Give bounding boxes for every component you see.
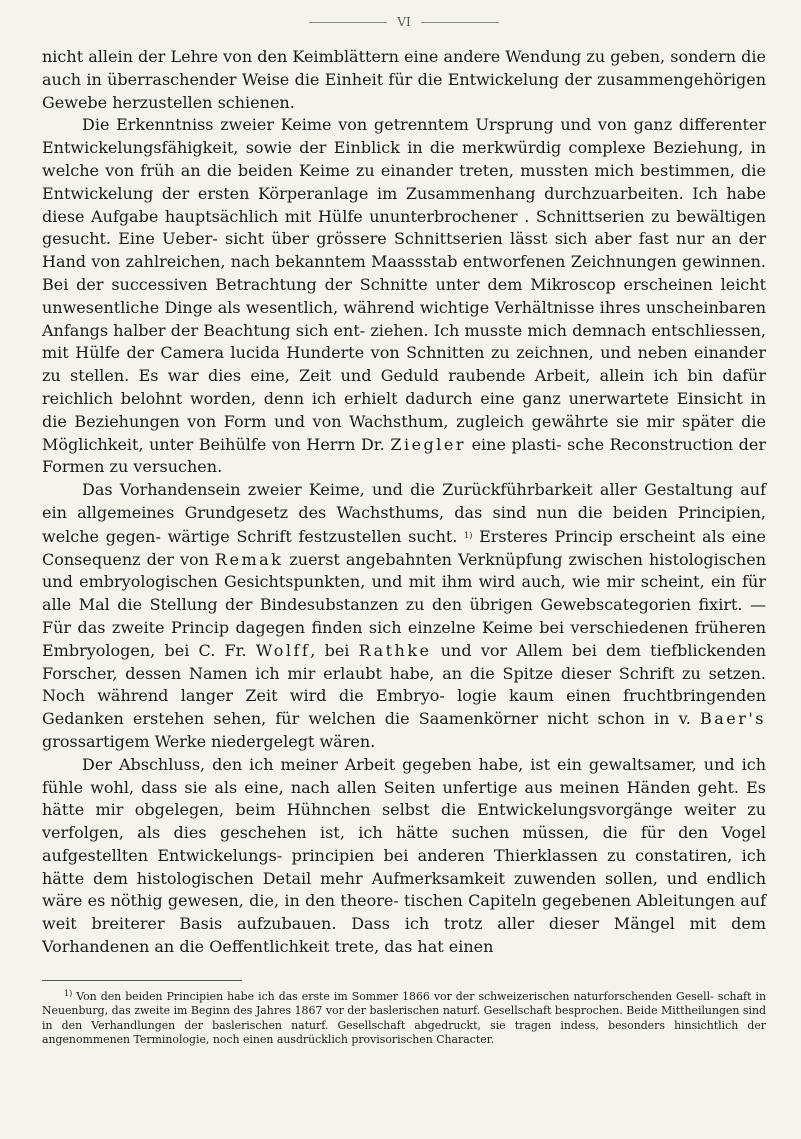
book-page [42, 0, 766, 1048]
page-number: VI [397, 15, 411, 29]
name-ziegler: Ziegler [390, 434, 467, 454]
footnote-text: Von den beiden Principien habe ich das erste im Sommer 1866 vor der schweizerischen naturforschenden Gesell- schaft in Neuenburg, das zweite im Beginn des Jahres 1867 vor der baslerischen naturf. Gesellschaft besprochen. Beide Mittheilungen sind in den Verhandlungen der baslerischen naturf. Gesellschaft abgedruckt, sie tragen indess, besonders hinsichtlich der angenommenen Terminologie, noch einen ausdrücklich provisorischen Character. [42, 989, 766, 1047]
name-rathke: Rathke [358, 640, 432, 660]
paragraph-3-text-b: Ersteres Princip erscheint als eine Consequenz der von [42, 526, 766, 569]
paragraph-3-text-f: grossartigem Werke niedergelegt wären. [42, 731, 376, 751]
paragraph-3-text-e: und vor Allem bei dem tiefblickenden Forscher, dessen Namen ich mir erlaubt habe, an die Spitze dieser Schrift zu setzen. Noch während langer Zeit wird die Embryo- logie kaum einen fruchtbringenden Gedanken erstehen sehen, für welchen die Saamenkörner nicht schon in v. [42, 640, 767, 729]
paragraph-3-text-d: , bei [310, 640, 350, 660]
paragraph-3-text-a: Das Vorhandensein zweier Keime, und die Zurückführbarkeit aller Gestaltung auf ein allgemeines Grundgesetz des Wachsthums, das sind nun die beiden Principien, welche gegen- wärtige Schrift festzustellen sucht. [42, 480, 766, 546]
name-remak: Remak [214, 549, 284, 569]
paragraph-3 [42, 479, 766, 754]
header-rule-right [421, 22, 499, 23]
footnote-divider [42, 980, 242, 981]
paragraph-4: Der Abschluss, den ich meiner Arbeit gegeben habe, ist ein gewaltsamer, und ich fühle wohl, dass sie als eine, nach allen Seiten unfertige aus meinen Händen geht. Es hätte mir obgelegen, beim Hühnchen selbst die Entwickelungsvorgänge weiter zu verfolgen, als dies geschehen ist, ich hätte suchen müssen, die für den Vogel aufgestellten Entwickelungs- principien bei anderen Thierklassen zu constatiren, ich hätte dem histologischen Detail mehr Aufmerksamkeit zuwenden sollen, und endlich wäre es nöthig gewesen, die, in den theore- tischen Capiteln gegebenen Ableitungen auf weit breiterer Basis aufzubauen. Dass ich trotz aller dieser Mängel mit dem Vorhandenen an die Oeffentlichkeit trete, das hat einen [42, 754, 766, 957]
footnote-reference: 1) [464, 530, 473, 540]
paragraph-2-text-b: eine plasti- sche Reconstruction der Formen zu versuchen. [42, 434, 766, 477]
paragraph-2-text-a: Die Erkenntniss zweier Keime von getrenntem Ursprung und von ganz differenter Entwickelungsfähigkeit, sowie der Einblick in die merkwürdig complexe Beziehung, in welche von früh an die beiden Keime zu einander treten, mussten mich bestimmen, die Entwickelung der ersten Körperanlage im Zusammenhang durchzuarbeiten. Ich habe diese Aufgabe hauptsächlich mit Hülfe ununterbrochener . Schnittserien zu bewältigen gesucht. Eine Ueber- sicht über grössere Schnittserien lässt sich aber fast nur an der Hand von zahlreichen, nach bekanntem Maassstab entworfenen Zeichnungen gewinnen. Bei der successiven Betrachtung der Schnitte unter dem Mikroscop erscheinen leicht unwesentliche Dinge als wesentlich, während wichtige Verhältnisse ihres unscheinbaren Anfangs halber der Beachtung sich ent- ziehen. Ich musste mich demnach entschliessen, mit Hülfe der Camera lucida Hunderte von Schnitten zu zeichnen, und neben einander zu stellen. Es war dies eine, Zeit und Geduld raubende Arbeit, allein ich bin dafür reichlich belohnt worden, denn ich erhielt dadurch eine ganz unerwartete Einsicht in die Beziehungen von Form und von Wachsthum, zugleich gewährte sie mir später die Möglichkeit, unter Beihülfe von Herrn Dr. [42, 115, 766, 454]
paragraph-2 [42, 114, 766, 479]
paragraph-1: nicht allein der Lehre von den Keimblättern eine andere Wendung zu geben, sondern die auch in überraschender Weise die Einheit für die Entwickelung der zusammengehörigen Gewebe herzustellen schienen. [42, 47, 766, 112]
header-rule-left [309, 22, 387, 23]
name-baer: Baer's [699, 709, 766, 729]
body-text [42, 46, 766, 959]
name-wolff: Wolff [255, 640, 311, 660]
paragraph-3-text-c: zuerst angebahnten Verknüpfung zwischen histologischen und embryologischen Gesichtspunkten, und mit ihm wird auch, wie mir scheint, ein für alle Mal die Stellung der Bindesubstanzen zu den übrigen Gewebscategorien fixirt. — Für das zweite Princip dagegen finden sich einzelne Keime bei verschiedenen früheren Embryologen, bei C. Fr. [42, 549, 766, 660]
footnote-marker: 1) [64, 988, 73, 998]
footnote [42, 987, 766, 1048]
running-header [42, 10, 766, 34]
